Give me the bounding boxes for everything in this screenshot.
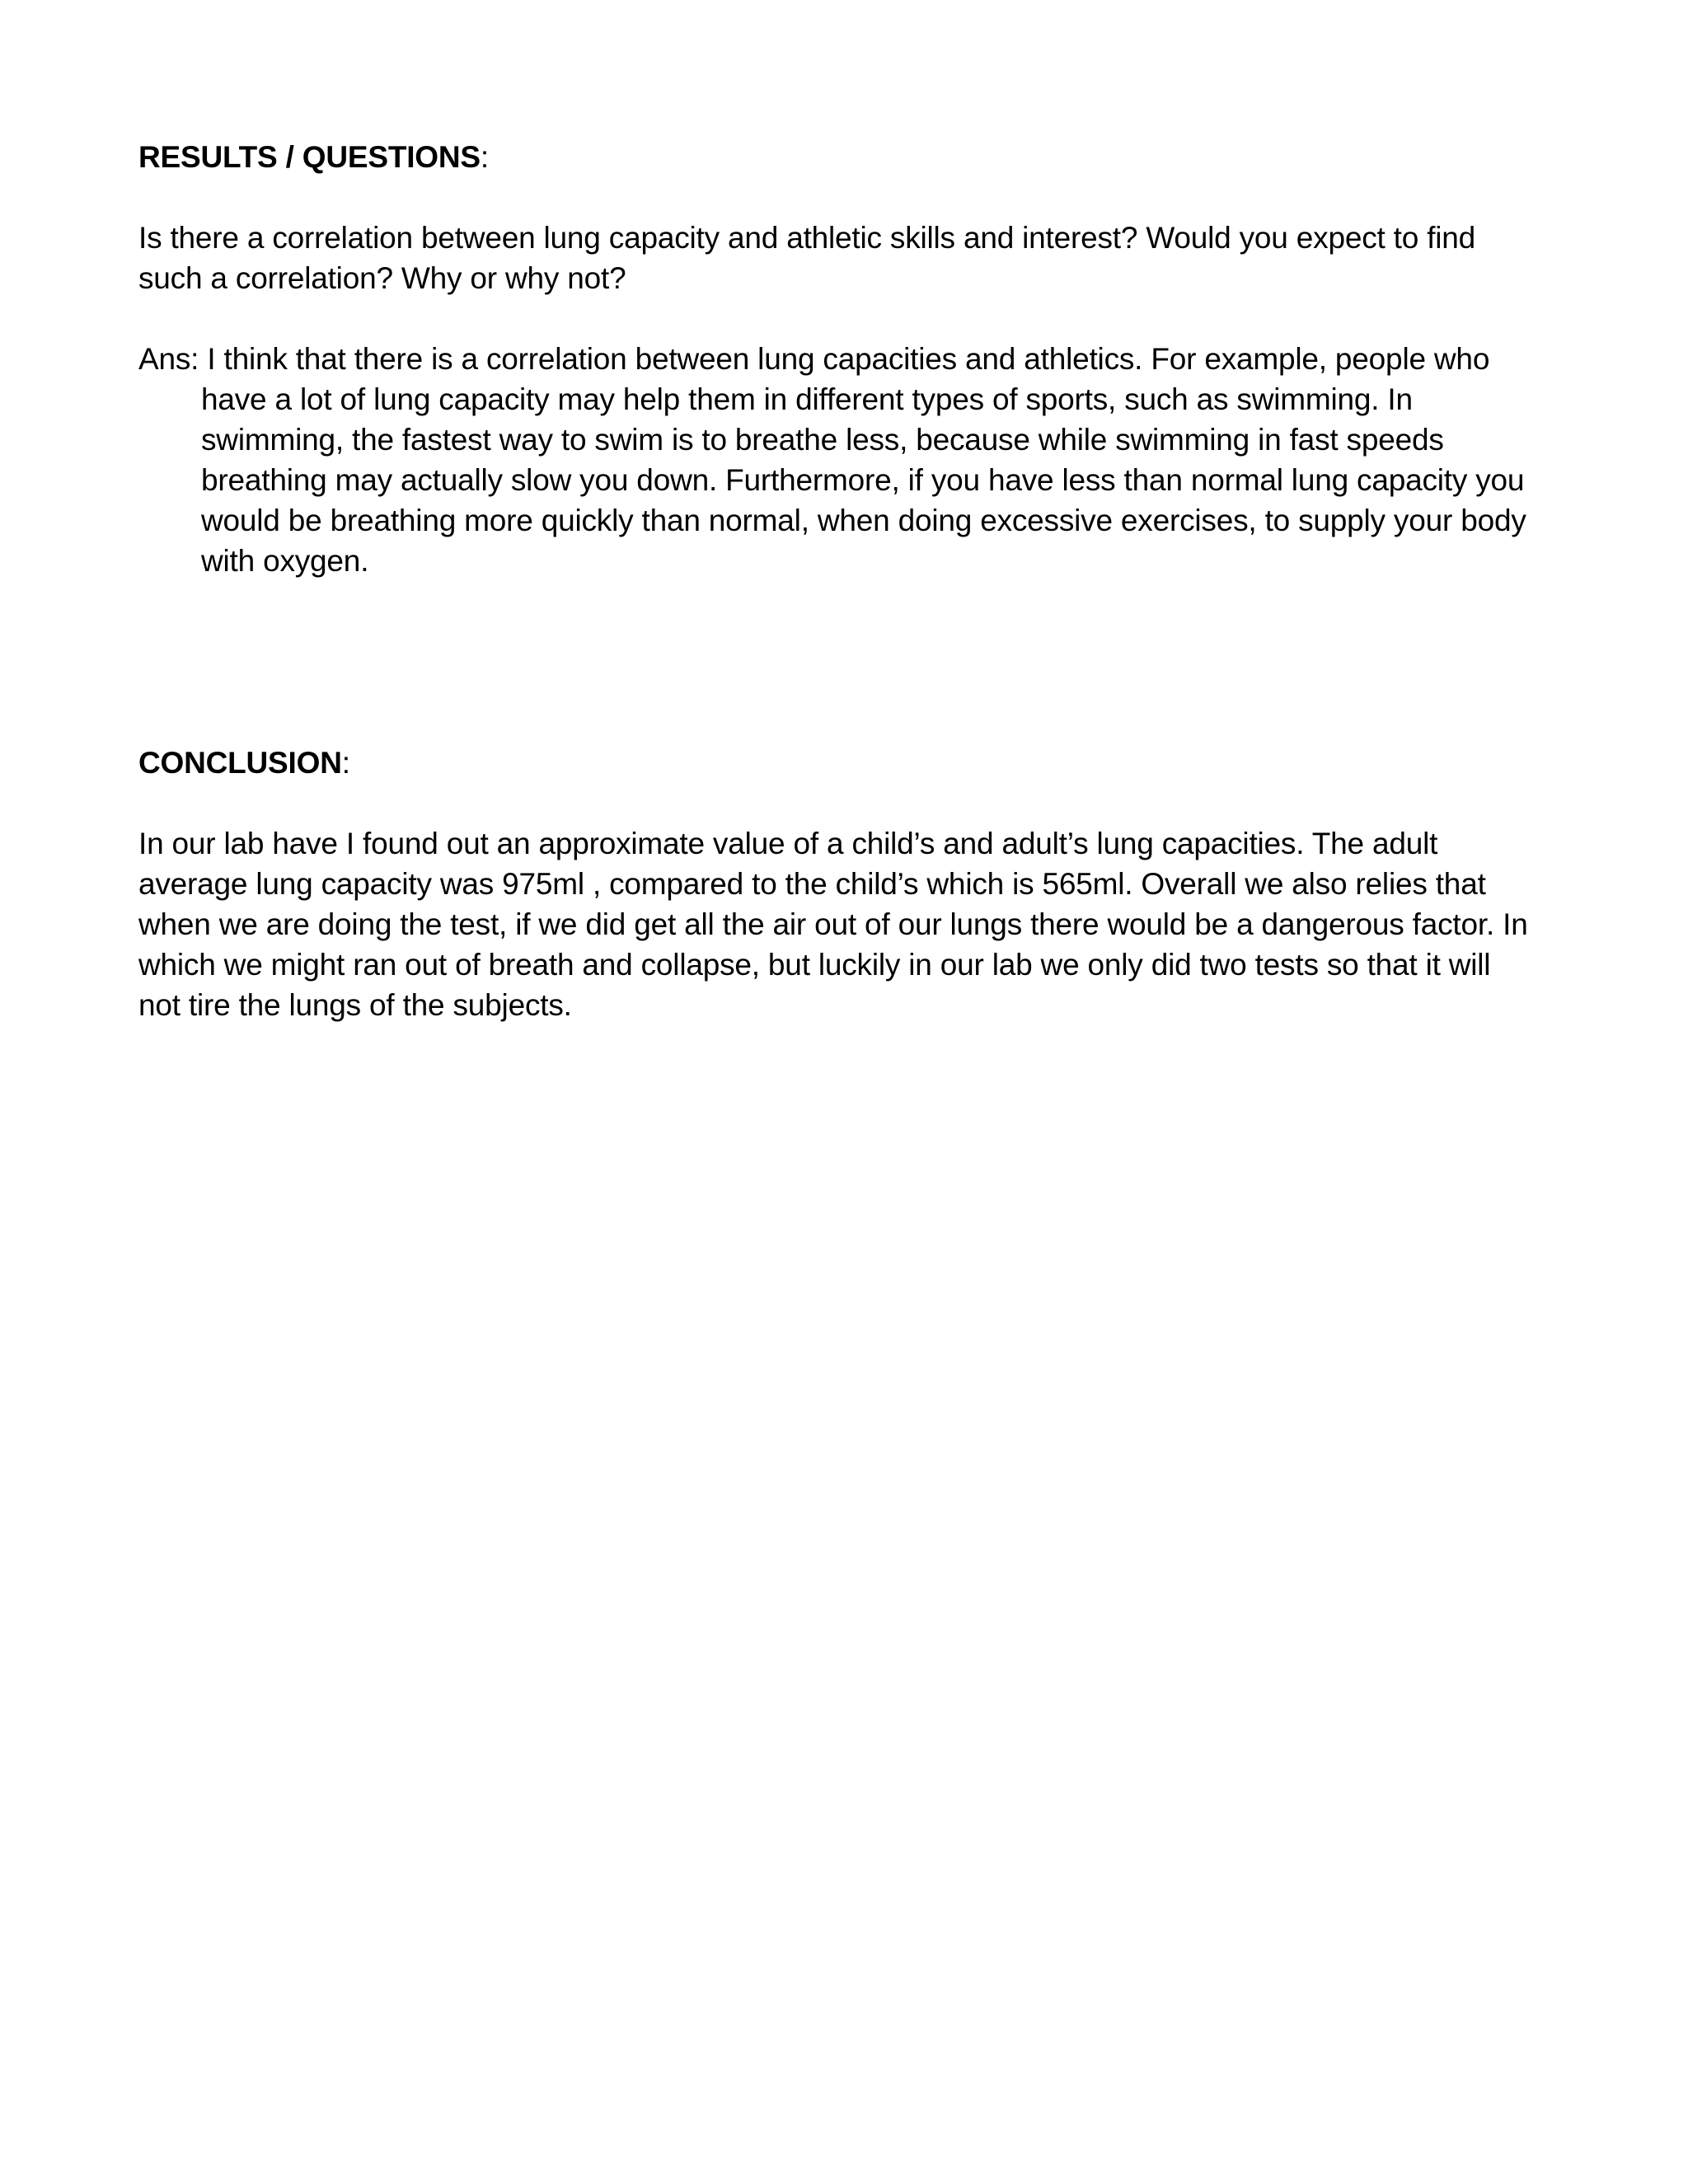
document-page [138, 137, 1540, 1025]
conclusion-body: In our lab have I found out an approximate value of a child’s and adult’s lung capacities. The adult average lung capacity was 975ml , compared to the child’s which is 565ml. Overall we also relies that when we are doing the test, if we did get all the air out of our lungs there would be a dangerous factor. In which we might ran out of breath and collapse, but luckily in our lab we only did two tests so that it will not tire the lungs of the subjects. [138, 827, 1528, 1022]
results-answer [138, 339, 1540, 581]
conclusion-heading-text: CONCLUSION [138, 746, 342, 780]
conclusion-heading [138, 743, 1540, 783]
answer-label: Ans: [138, 342, 208, 376]
results-heading-colon: : [480, 140, 489, 174]
results-heading-text: RESULTS / QUESTIONS [138, 140, 481, 174]
results-question: Is there a correlation between lung capacity and athletic skills and interest? Would you expect to find such a correlation? Why or why not? [138, 221, 1476, 295]
conclusion-heading-colon: : [341, 746, 350, 780]
results-heading [138, 137, 1540, 177]
answer-text: I think that there is a correlation between lung capacities and athletics. For example, people who have a lot of lung capacity may help them in different types of sports, such as swimming. In swimming, the fastest way to swim is to breathe less, because while swimming in fast speeds breathing may actually slow you down. Furthermore, if you have less than normal lung capacity you would be breathing more quickly than normal, when doing excessive exercises, to supply your body with oxygen. [201, 342, 1526, 578]
